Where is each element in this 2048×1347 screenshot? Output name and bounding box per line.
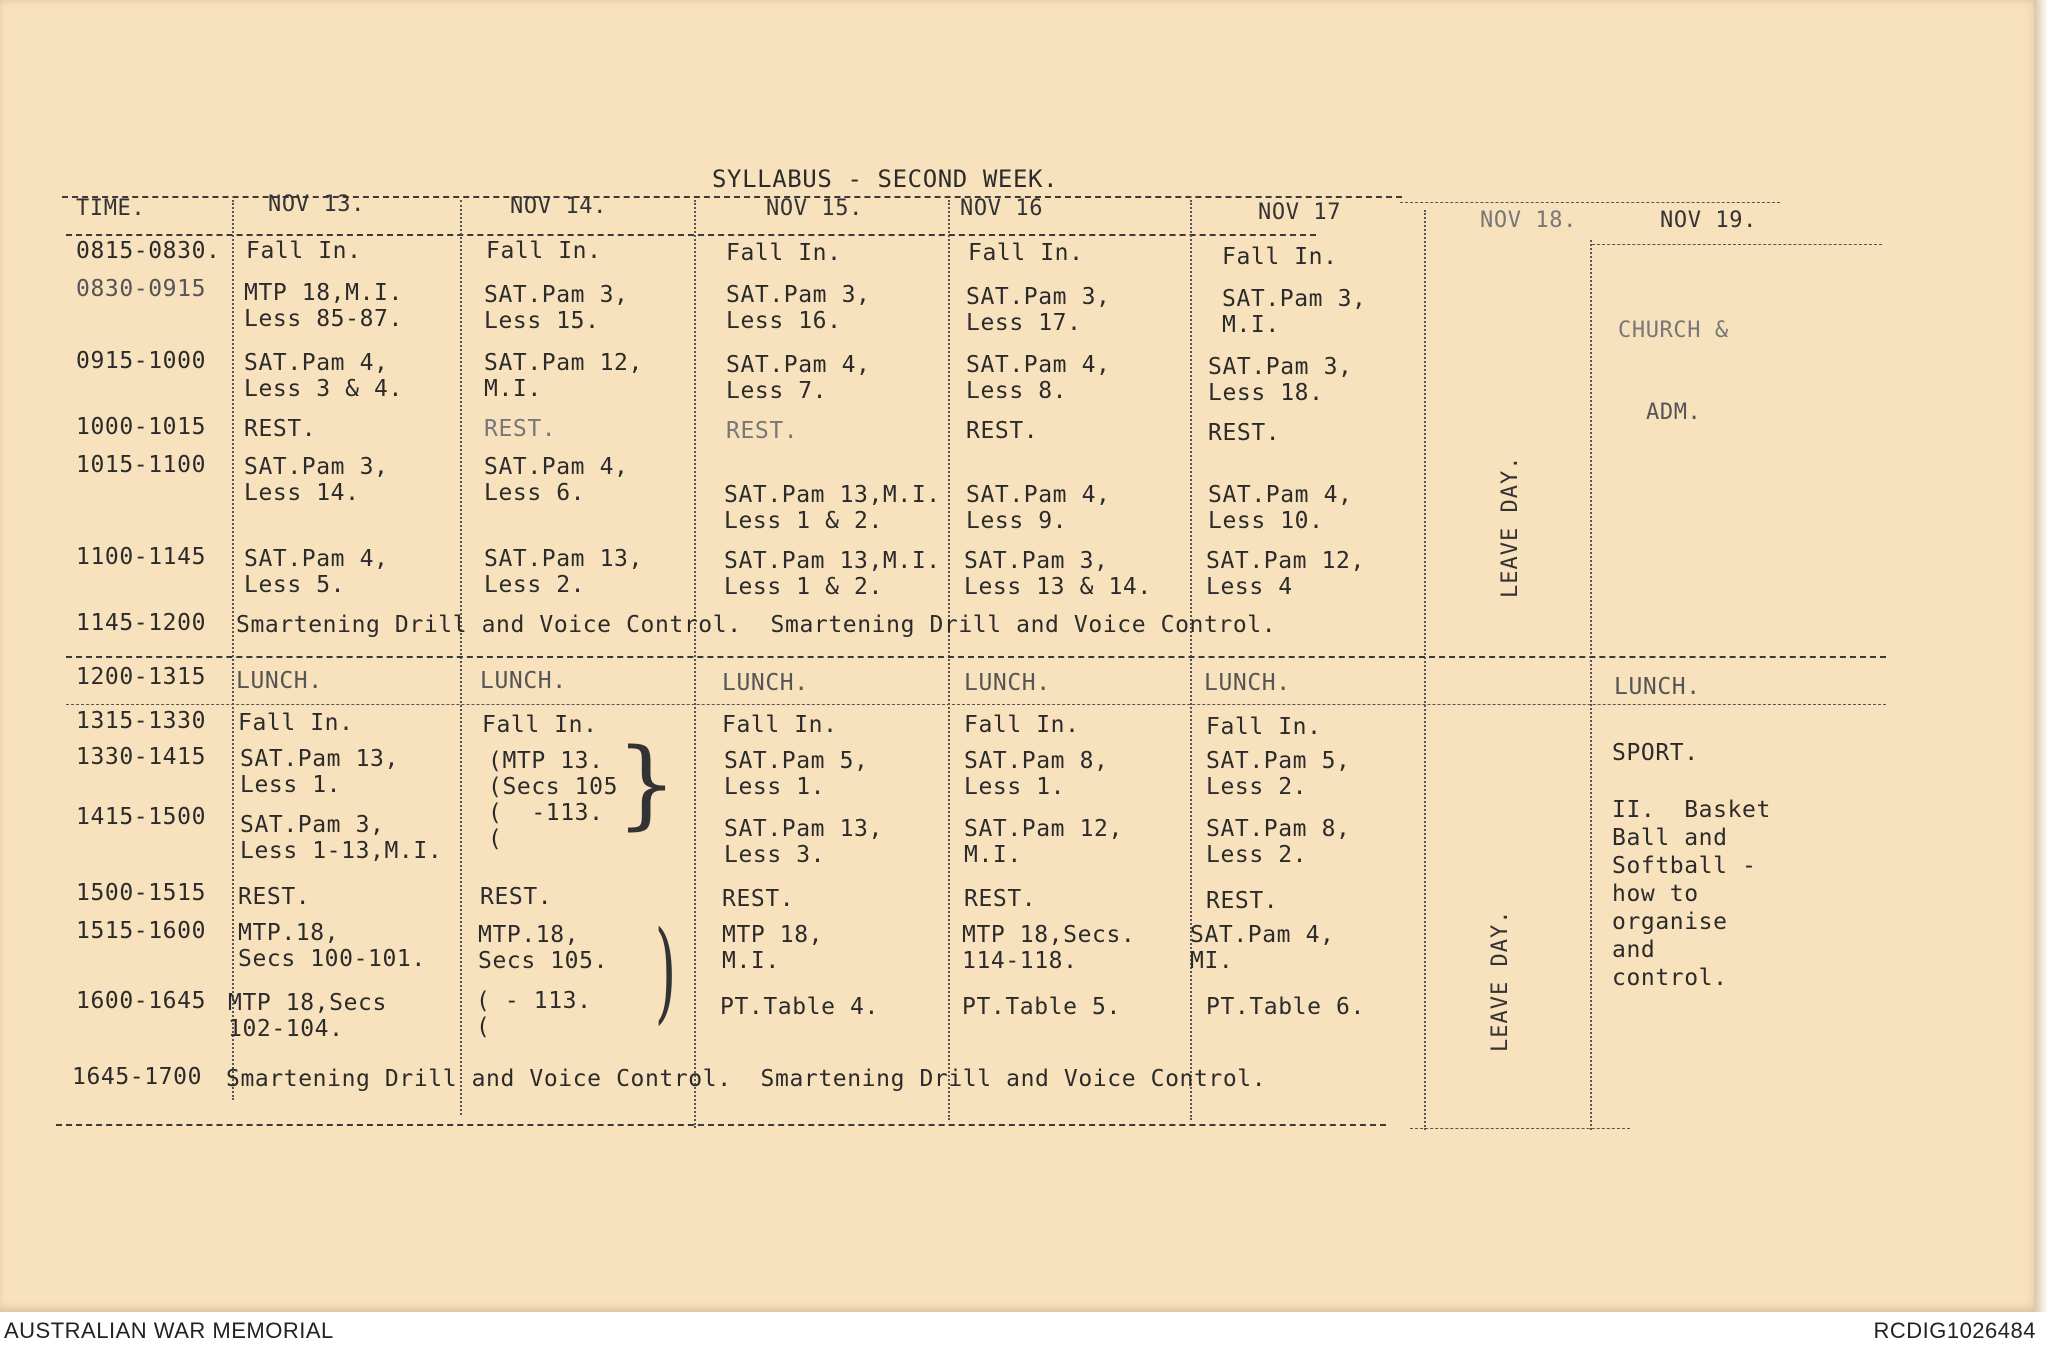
cell-1000-nov13: REST.: [244, 416, 317, 442]
table-bottom-rule: [56, 1124, 1386, 1126]
cell-1415-nov15: SAT.Pam 13, Less 3.: [724, 816, 883, 868]
cell-0815-nov14: Fall In.: [486, 238, 602, 264]
time-1645: 1645-1700: [72, 1064, 203, 1090]
cell-1200-nov15: LUNCH.: [722, 670, 809, 696]
cell-1600-nov17: PT.Table 6.: [1206, 994, 1365, 1020]
col-divider-5: [1190, 200, 1192, 1120]
header-time: TIME.: [76, 196, 146, 221]
cell-1415-nov13: SAT.Pam 3, Less 1-13,M.I.: [240, 812, 443, 864]
cell-1200-nov13: LUNCH.: [236, 668, 323, 694]
footer-id: RCDIG1026484: [1873, 1318, 2036, 1343]
time-1415: 1415-1500: [76, 804, 207, 830]
header-nov14: NOV 14.: [510, 194, 607, 219]
cell-1315-nov16: Fall In.: [964, 712, 1080, 738]
col-divider-7: [1590, 240, 1592, 1130]
cell-1000-nov17: REST.: [1208, 420, 1281, 446]
cell-1015-nov14: SAT.Pam 4, Less 6.: [484, 454, 629, 506]
cell-0915-nov17: SAT.Pam 3, Less 18.: [1208, 354, 1353, 406]
col-divider-4: [948, 200, 950, 1120]
cell-0915-nov16: SAT.Pam 4, Less 8.: [966, 352, 1111, 404]
time-1145: 1145-1200: [76, 610, 207, 636]
cell-1315-nov13: Fall In.: [238, 710, 354, 736]
col-divider-3: [694, 200, 696, 1128]
time-0830: 0830-0915: [76, 276, 207, 302]
col-divider-1: [232, 200, 234, 1100]
cell-1515-nov15: MTP 18, M.I.: [722, 922, 824, 974]
cell-1015-nov17: SAT.Pam 4, Less 10.: [1208, 482, 1353, 534]
cell-1500-nov13: REST.: [238, 884, 311, 910]
smartening-drill-afternoon: Smartening Drill and Voice Control. Smartening Drill and Voice Control.: [226, 1066, 1267, 1092]
cell-0815-nov13: Fall In.: [246, 238, 362, 264]
cell-1315-nov15: Fall In.: [722, 712, 838, 738]
cell-1515-nov13: MTP.18, Secs 100-101.: [238, 920, 426, 972]
time-1500: 1500-1515: [76, 880, 207, 906]
footer-bar: [0, 1312, 2048, 1347]
cell-0815-nov17: Fall In.: [1222, 244, 1338, 270]
cell-0830-nov15: SAT.Pam 3, Less 16.: [726, 282, 871, 334]
cell-1600-nov13: MTP 18,Secs 102-104.: [228, 990, 387, 1042]
cell-1515-nov14: MTP.18, Secs 105.: [478, 922, 609, 974]
header-nov18: NOV 18.: [1480, 208, 1577, 233]
cell-0830-nov14: SAT.Pam 3, Less 15.: [484, 282, 629, 334]
cell-0915-nov13: SAT.Pam 4, Less 3 & 4.: [244, 350, 403, 402]
col-divider-6: [1424, 210, 1426, 1130]
cell-1600-nov16: PT.Table 5.: [962, 994, 1121, 1020]
cell-1330-nov15: SAT.Pam 5, Less 1.: [724, 748, 869, 800]
time-1330: 1330-1415: [76, 744, 207, 770]
cell-0830-nov13: MTP 18,M.I. Less 85-87.: [244, 280, 403, 332]
cell-1415-nov16: SAT.Pam 12, M.I.: [964, 816, 1123, 868]
cell-1000-nov16: REST.: [966, 418, 1039, 444]
cell-0915-nov15: SAT.Pam 4, Less 7.: [726, 352, 871, 404]
footer-source: AUSTRALIAN WAR MEMORIAL: [4, 1318, 334, 1343]
cell-1600-nov14: ( - 113. (: [476, 988, 592, 1040]
time-1315: 1315-1330: [76, 708, 207, 734]
header-nov13: NOV 13.: [268, 192, 365, 217]
brace-right-1330: }: [616, 728, 678, 840]
cell-1315-nov14: Fall In.: [482, 712, 598, 738]
time-1515: 1515-1600: [76, 918, 207, 944]
cell-0830-nov17: SAT.Pam 3, M.I.: [1222, 286, 1367, 338]
page-edge-shadow: [2034, 0, 2048, 1312]
header-top-rule-right: [1400, 202, 1780, 203]
nov19-sport: SPORT.: [1612, 740, 1699, 766]
cell-1600-nov15: PT.Table 4.: [720, 994, 879, 1020]
cell-1500-nov14: REST.: [480, 884, 553, 910]
cell-1315-nov17: Fall In.: [1206, 714, 1322, 740]
cell-1330-nov16: SAT.Pam 8, Less 1.: [964, 748, 1109, 800]
cell-1500-nov17: REST.: [1206, 888, 1279, 914]
header-nov19: NOV 19.: [1660, 208, 1757, 233]
time-1100: 1100-1145: [76, 544, 207, 570]
cell-1515-nov17: SAT.Pam 4, MI.: [1190, 922, 1335, 974]
cell-1500-nov16: REST.: [964, 886, 1037, 912]
header-nov15: NOV 15.: [766, 196, 863, 221]
header-bottom-rule-right: [1592, 244, 1882, 245]
time-1200: 1200-1315: [76, 664, 207, 690]
nov18-leave-day-afternoon: LEAVE DAY.: [1488, 909, 1513, 1052]
header-nov17: NOV 17: [1258, 200, 1342, 225]
nov19-adm: ADM.: [1646, 400, 1702, 425]
cell-1330-nov13: SAT.Pam 13, Less 1.: [240, 746, 399, 798]
header-nov16: NOV 16: [960, 196, 1044, 221]
time-0815: 0815-0830.: [76, 238, 221, 264]
cell-1100-nov17: SAT.Pam 12, Less 4: [1206, 548, 1365, 600]
time-1600: 1600-1645: [76, 988, 207, 1014]
cell-1100-nov16: SAT.Pam 3, Less 13 & 14.: [964, 548, 1152, 600]
brace-right-1515: ): [654, 907, 677, 1035]
cell-1100-nov14: SAT.Pam 13, Less 2.: [484, 546, 643, 598]
time-0915: 0915-1000: [76, 348, 207, 374]
cell-1015-nov16: SAT.Pam 4, Less 9.: [966, 482, 1111, 534]
cell-1015-nov13: SAT.Pam 3, Less 14.: [244, 454, 389, 506]
nov18-leave-day-morning: LEAVE DAY.: [1498, 455, 1523, 598]
cell-1515-nov16: MTP 18,Secs. 114-118.: [962, 922, 1136, 974]
cell-1015-nov15: SAT.Pam 13,M.I. Less 1 & 2.: [724, 482, 941, 534]
cell-1330-nov17: SAT.Pam 5, Less 2.: [1206, 748, 1351, 800]
cell-1200-nov16: LUNCH.: [964, 670, 1051, 696]
cell-1200-nov14: LUNCH.: [480, 668, 567, 694]
cell-1100-nov15: SAT.Pam 13,M.I. Less 1 & 2.: [724, 548, 941, 600]
syllabus-title: SYLLABUS - SECOND WEEK.: [712, 165, 1059, 193]
cell-0830-nov16: SAT.Pam 3, Less 17.: [966, 284, 1111, 336]
cell-1330-nov14: (MTP 13. (Secs 105 ( -113. (: [488, 748, 619, 852]
cell-1200-nov17: LUNCH.: [1204, 670, 1291, 696]
header-top-rule: [62, 196, 1402, 198]
time-1000: 1000-1015: [76, 414, 207, 440]
lunch-rule-top: [66, 656, 1886, 658]
time-1015: 1015-1100: [76, 452, 207, 478]
cell-1500-nov15: REST.: [722, 886, 795, 912]
cell-1000-nov15: REST.: [726, 418, 799, 444]
table-bottom-rule-right: [1410, 1128, 1630, 1129]
header-bottom-rule: [66, 234, 1316, 236]
cell-1415-nov17: SAT.Pam 8, Less 2.: [1206, 816, 1351, 868]
nov19-church: CHURCH &: [1618, 318, 1729, 343]
nov19-sport-note: II. Basket Ball and Softball - how to organise and control.: [1612, 797, 1771, 991]
cell-0915-nov14: SAT.Pam 12, M.I.: [484, 350, 643, 402]
lunch-rule-bottom: [66, 704, 1886, 705]
cell-1200-nov19: LUNCH.: [1614, 674, 1701, 700]
cell-1100-nov13: SAT.Pam 4, Less 5.: [244, 546, 389, 598]
cell-1000-nov14: REST.: [484, 416, 557, 442]
cell-0815-nov16: Fall In.: [968, 240, 1084, 266]
smartening-drill-morning: Smartening Drill and Voice Control. Smartening Drill and Voice Control.: [236, 612, 1277, 638]
cell-0815-nov15: Fall In.: [726, 240, 842, 266]
